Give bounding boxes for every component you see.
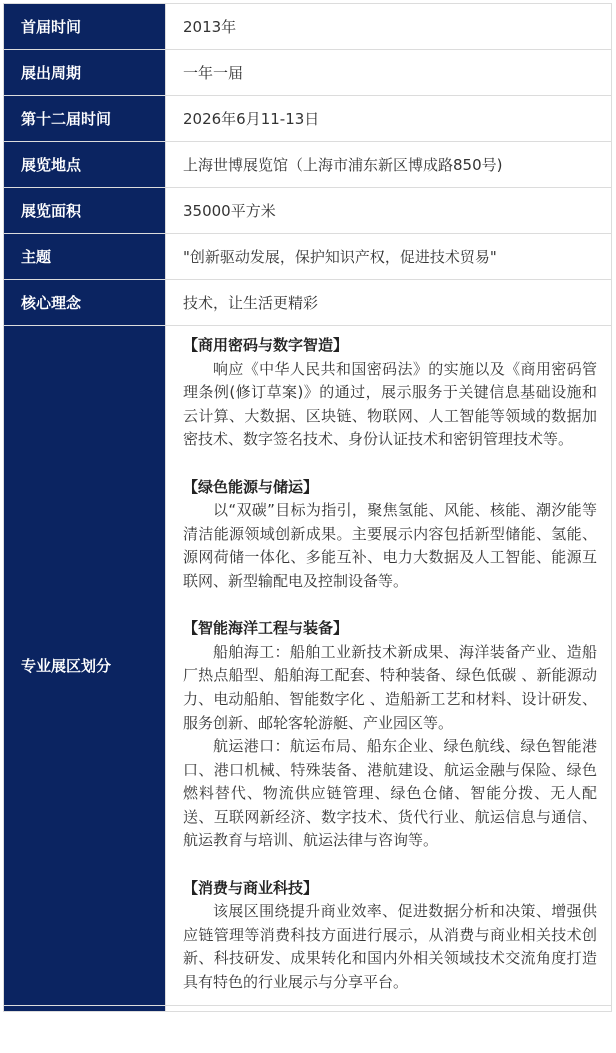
label-tail: [4, 1005, 166, 1011]
value-theme: "创新驱动发展，保护知识产权，促进技术贸易": [166, 234, 612, 280]
zone-section-marine: [183, 617, 597, 853]
value-cycle: 一年一届: [166, 50, 612, 96]
label-area: 展览面积: [4, 188, 166, 234]
zone-title: 【智能海洋工程与装备】: [183, 619, 349, 638]
value-tail: [166, 1005, 612, 1011]
row-first-session: [4, 4, 612, 50]
row-theme: [4, 234, 612, 280]
label-12th-date: 第十二届时间: [4, 96, 166, 142]
value-venue: 上海世博展览馆（上海市浦东新区博成路850号): [166, 142, 612, 188]
row-zones: [4, 326, 612, 1006]
value-first-session: 2013年: [166, 4, 612, 50]
zone-section-consumer-tech: [183, 877, 597, 995]
value-12th-date: 2026年6月11-13日: [166, 96, 612, 142]
value-core-concept: 技术，让生活更精彩: [166, 280, 612, 326]
row-12th-date: [4, 96, 612, 142]
zone-paragraph: 响应《中华人民共和国密码法》的实施以及《商用密码管理条例(修订草案)》的通过，展示服务于关键信息基础设施和云计算、大数据、区块链、物联网、人工智能等领域的数据加密技术、数字签名技术、身份认证技术和密钥管理技术等。: [183, 359, 597, 449]
zone-paragraph: 该展区围绕提升商业效率、促进数据分析和决策、增强供应链管理等消费科技方面进行展示，从消费与商业相关技术创新、科技研发、成果转化和国内外相关领域技术交流角度打造具有特色的行业展示与分享平台。: [183, 902, 597, 992]
label-theme: 主题: [4, 234, 166, 280]
row-venue: [4, 142, 612, 188]
value-area: 35000平方米: [166, 188, 612, 234]
label-zones: 专业展区划分: [4, 326, 166, 1006]
row-cycle: [4, 50, 612, 96]
label-core-concept: 核心理念: [4, 280, 166, 326]
zone-title: 【商用密码与数字智造】: [183, 336, 349, 354]
label-first-session: 首届时间: [4, 4, 166, 50]
row-core-concept: [4, 280, 612, 326]
label-cycle: 展出周期: [4, 50, 166, 96]
zones-content: [166, 326, 612, 1006]
row-tail: [4, 1005, 612, 1011]
row-area: [4, 188, 612, 234]
zone-paragraph: 以“双碳”目标为指引，聚焦氢能、风能、核能、潮汐能等清洁能源领域创新成果。主要展示内容包括新型储能、氢能、源网荷储一体化、多能互补、电力大数据及人工智能、能源互联网、新型输配电及控制设备等。: [183, 501, 597, 590]
zone-section-crypto: [183, 334, 597, 452]
zone-section-green-energy: [183, 476, 597, 594]
zone-paragraph: 航运港口：航运布局、船东企业、绿色航线、绿色智能港口、港口机械、特殊装备、港航建设、航运金融与保险、绿色燃料替代、物流供应链管理、绿色仓储、智能分拨、无人配送、互联网新经济、数字技术、货代行业、航运信息与通信、航运教育与培训、航运法律与咨询等。: [183, 737, 597, 850]
exhibition-info-table: [3, 3, 612, 1012]
label-venue: 展览地点: [4, 142, 166, 188]
zone-paragraph: 船舶海工：船舶工业新技术新成果、海洋装备产业、造船厂热点船型、船舶海工配套、特种装备、绿色低碳 、新能源动力、电动船舶、智能数字化 、造船新工艺和材料、设计研发、服务创新、邮轮客轮游艇、产业园区等。: [183, 642, 597, 732]
zone-title: 【绿色能源与储运】: [183, 477, 319, 496]
zone-title: 【消费与商业科技】: [183, 878, 319, 897]
